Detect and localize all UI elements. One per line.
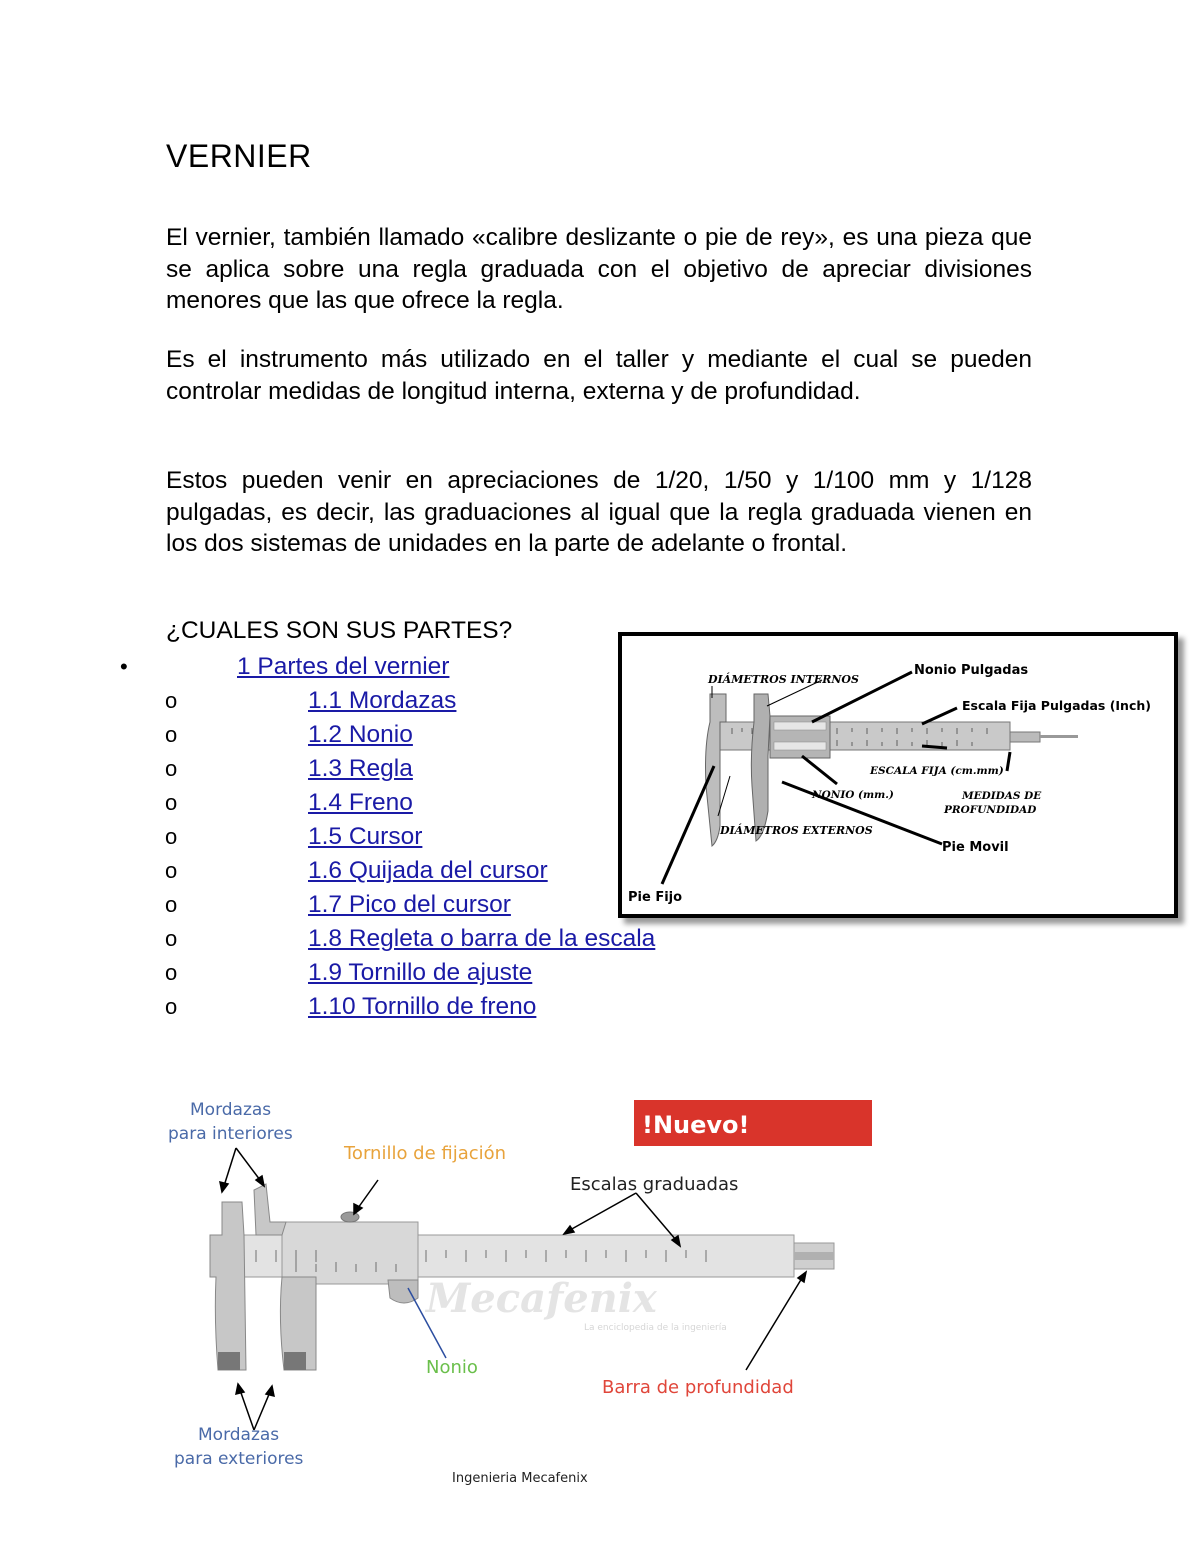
toc-row [0, 956, 760, 990]
bullet-icon: • [120, 654, 128, 679]
vernier-parts-diagram [618, 632, 1178, 918]
label-nonio-pulgadas: Nonio Pulgadas [914, 663, 1029, 678]
label-escalas-graduadas: Escalas graduadas [570, 1174, 739, 1195]
label-diametros-externos: DIÁMETROS EXTERNOS [720, 824, 873, 837]
circle-bullet-icon: o [165, 892, 178, 917]
toc-link-tornillo-ajuste[interactable]: 1.9 Tornillo de ajuste [308, 959, 533, 986]
label-nonio: Nonio [426, 1357, 478, 1378]
label-pie-fijo: Pie Fijo [628, 890, 683, 905]
label-mordazas-interiores-1: Mordazas [190, 1100, 272, 1120]
paragraph-intro: El vernier, también llamado «calibre deslizante o pie de rey», es una pieza que se aplica sobre una regla graduada con el objetivo de apreciar divisiones menores que las que ofrece la regla. [166, 224, 1032, 314]
label-nonio-mm: NONIO (mm.) [812, 789, 894, 801]
toc-link-mordazas[interactable]: 1.1 Mordazas [308, 687, 457, 714]
label-diametros-internos: DIÁMETROS INTERNOS [708, 673, 859, 686]
toc-link-pico[interactable]: 1.7 Pico del cursor [308, 891, 511, 918]
toc-link-freno[interactable]: 1.4 Freno [308, 789, 413, 816]
vernier-diagram-svg [622, 636, 1174, 914]
label-escala-fija-pulgadas: Escala Fija Pulgadas (Inch) [962, 698, 1151, 713]
label-pie-movil: Pie Movil [942, 840, 1009, 855]
toc-row [0, 990, 760, 1024]
label-tornillo-fijacion: Tornillo de fijación [344, 1143, 507, 1164]
label-mordazas-exteriores-2: para exteriores [174, 1449, 304, 1469]
circle-bullet-icon: o [165, 858, 178, 883]
circle-bullet-icon: o [165, 960, 178, 985]
caliper-parts-image [166, 1090, 886, 1490]
circle-bullet-icon: o [165, 926, 178, 951]
label-mordazas-exteriores-1: Mordazas [198, 1425, 280, 1445]
paragraph-usage: Es el instrumento más utilizado en el taller y mediante el cual se pueden controlar medidas de longitud interna, externa y de profundidad. [166, 346, 1032, 405]
page-title: VERNIER [166, 138, 312, 174]
toc-link-cursor[interactable]: 1.5 Cursor [308, 823, 423, 850]
label-mordazas-interiores-2: para interiores [168, 1124, 293, 1144]
label-barra-profundidad: Barra de profundidad [602, 1377, 794, 1398]
nuevo-badge-label: !Nuevo! [642, 1111, 750, 1139]
toc-link-regla[interactable]: 1.3 Regla [308, 755, 413, 782]
toc-row [0, 922, 760, 956]
label-profundidad: PROFUNDIDAD [944, 804, 1037, 816]
caliper-image-svg [166, 1090, 886, 1490]
circle-bullet-icon: o [165, 688, 178, 713]
circle-bullet-icon: o [165, 994, 178, 1019]
label-medidas-de: MEDIDAS DE [962, 790, 1042, 802]
section-heading: ¿CUALES SON SUS PARTES? [166, 617, 513, 644]
circle-bullet-icon: o [165, 722, 178, 747]
circle-bullet-icon: o [165, 824, 178, 849]
watermark-subtitle: La enciclopedia de la ingeniería [584, 1323, 727, 1333]
circle-bullet-icon: o [165, 756, 178, 781]
toc-link-quijada[interactable]: 1.6 Quijada del cursor [308, 857, 548, 884]
circle-bullet-icon: o [165, 790, 178, 815]
label-escala-fija-cm: ESCALA FIJA (cm.mm) [870, 765, 1004, 777]
watermark-text: Mecafenix [426, 1275, 657, 1322]
toc-link-tornillo-freno[interactable]: 1.10 Tornillo de freno [308, 993, 537, 1020]
toc-link-partes[interactable]: 1 Partes del vernier [237, 653, 450, 680]
image-credit: Ingenieria Mecafenix [452, 1471, 588, 1486]
paragraph-precision: Estos pueden venir en apreciaciones de 1/20, 1/50 y 1/100 mm y 1/128 pulgadas, es decir, las graduaciones al igual que la regla graduada vienen en los dos sistemas de unidades en la parte de adelante o frontal. [166, 467, 1032, 557]
toc-link-nonio[interactable]: 1.2 Nonio [308, 721, 413, 748]
toc-link-regleta[interactable]: 1.8 Regleta o barra de la escala [308, 925, 656, 952]
